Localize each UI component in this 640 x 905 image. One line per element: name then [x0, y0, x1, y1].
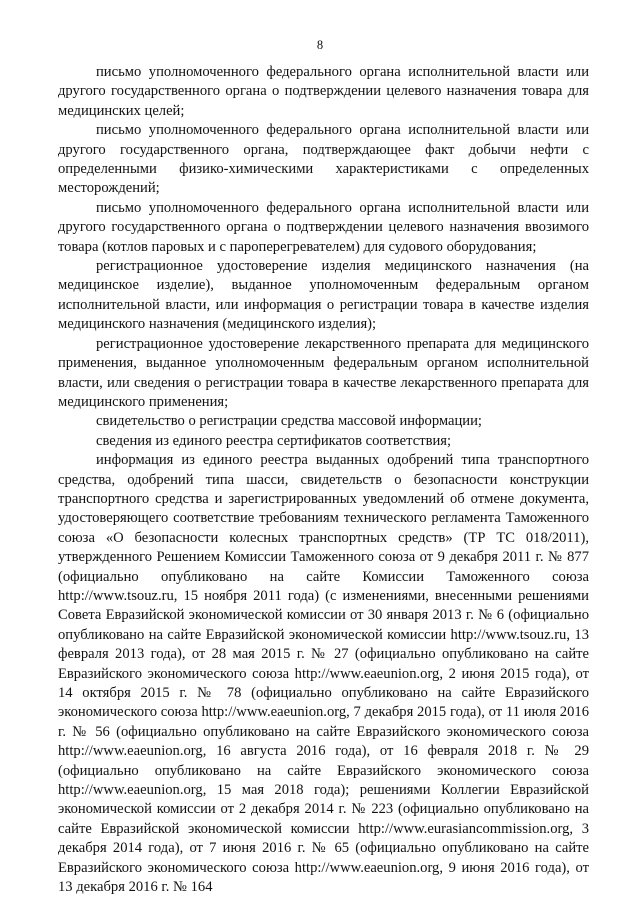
paragraph-8: информация из единого реестра выданных одобрений типа транспортного средства, одобрений типа шасси, свидетельств о безопасности конструкции транспортного средства и зарегистрированных уведомлений об отмене документа, удостоверяющего соответствие требованиям технического регламента Таможенного союза «О безопасности колесных транспортных средств» (ТР ТС 018/2011), утвержденного Решением Комиссии Таможенного союза от 9 декабря 2011 г. № 877 (официально опубликовано на сайте Комиссии Таможенного союза http://www.tsouz.ru, 15 ноября 2011 года) (с изменениями, внесенными решениями Совета Евразийской экономической комиссии от 30 января 2013 г. № 6 (официально опубликовано на сайте Евразийской экономической комиссии http://www.tsouz.ru, 13 февраля 2013 года), от 28 мая 2015 г. № 27 (официально опубликовано на сайте Евразийского экономического союза http://www.eaeunion.org, 2 июня 2015 года), от 14 октября 2015 г. № 78 (официально опубликовано на сайте Евразийского экономического союза http://www.eaeunion.org, 7 декабря 2015 года), от 11 июля 2016 г. № 56 (официально опубликовано на сайте Евразийского экономического союза http://www.eaeunion.org, 16 августа 2016 года), от 16 февраля 2018 г. № 29 (официально опубликовано на сайте Евразийского экономического союза http://www.eaeunion.org, 15 мая 2018 года); решениями Коллегии Евразийской экономической комиссии от 2 декабря 2014 г. № 223 (официально опубликовано на сайте Евразийской экономической комиссии http://www.eurasiancommission.org, 3 декабря 2014 года), от 7 июня 2016 г. № 65 (официально опубликовано на сайте Евразийского экономического союза http://www.eaeunion.org, 9 июня 2016 года), от 13 декабря 2016 г. № 164 — [58, 452, 589, 896]
document-body — [58, 63, 589, 897]
page-number: 8 — [316, 38, 324, 52]
paragraph-4: регистрационное удостоверение изделия медицинского назначения (на медицинское изделие), выданное уполномоченным федеральным органом исполнительной власти, или информация о регистрации товара в качестве изделия медицинского назначения (медицинского изделия); — [58, 258, 589, 333]
paragraph-6: свидетельство о регистрации средства массовой информации; — [96, 413, 482, 430]
paragraph-2: письмо уполномоченного федерального органа исполнительной власти или другого государственного органа, подтверждающее факт добычи нефти с определенными физико-химическими характеристиками с определенных месторождений; — [58, 122, 589, 197]
paragraph-7: сведения из единого реестра сертификатов соответствия; — [96, 432, 452, 449]
paragraph-3: письмо уполномоченного федерального органа исполнительной власти или другого государственного органа о подтверждении целевого назначения ввозимого товара (котлов паровых и с пароперегревателем) для судового оборудования; — [58, 199, 589, 255]
paragraph-5: регистрационное удостоверение лекарственного препарата для медицинского применения, выданное уполномоченным федеральным органом исполнительной власти, или сведения о регистрации товара в качестве лекарственного препарата для медицинского применения; — [58, 335, 589, 410]
paragraph-1: письмо уполномоченного федерального органа исполнительной власти или другого государственного органа о подтверждении целевого назначения товара для медицинских целей; — [58, 64, 589, 119]
